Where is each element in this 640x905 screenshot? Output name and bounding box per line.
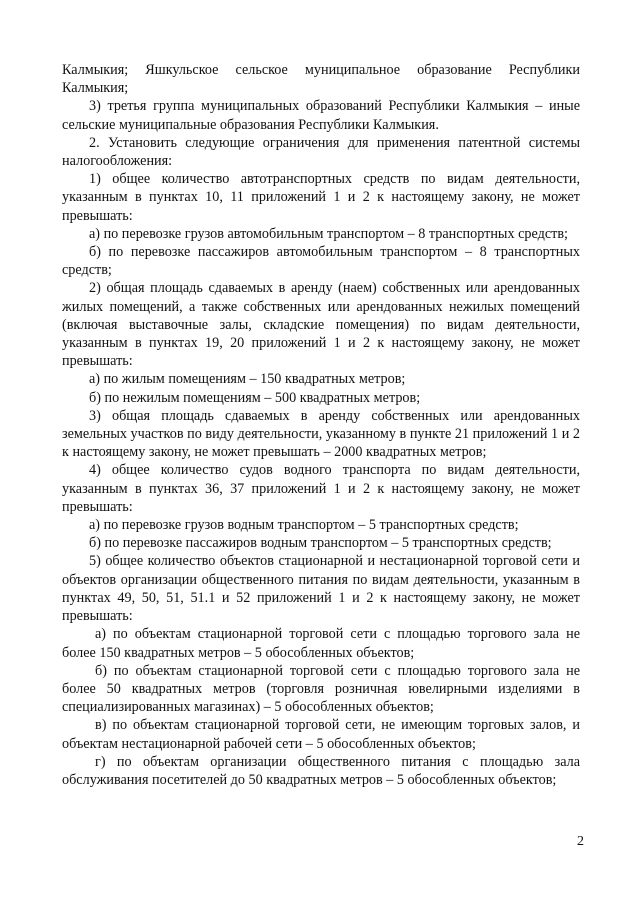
paragraph-13: б) по перевозке пассажиров водным транспортом – 5 транспортных средств; (89, 535, 552, 552)
paragraph-9: б) по нежилым помещениям – 500 квадратных метров; (89, 389, 421, 406)
document-body (62, 61, 580, 789)
paragraph-18: г) по объектам организации общественного питания с площадью зала обслуживания посетителей до 50 квадратных метров – 5 обособленных объектов; (62, 753, 580, 788)
paragraph-11: 4) общее количество судов водного транспорта по видам деятельности, указанным в пунктах 36, 37 приложений 1 и 2 к настоящему закону, не может превышать: (62, 462, 580, 515)
paragraph-8: а) по жилым помещениям – 150 квадратных метров; (89, 371, 406, 388)
paragraph-7: 2) общая площадь сдаваемых в аренду (наем) собственных или арендованных жилых помещений, а также собственных или арендованных нежилых помещений (включая выставочные залы, складские помещения) по видам деятельности, указанным в пунктах 19, 20 приложений 1 и 2 к настоящему закону, не может превышать: (62, 280, 580, 370)
paragraph-14: 5) общее количество объектов стационарной и нестационарной торговой сети и объектов организации общественного питания по видам деятельности, указанным в пунктах 49, 50, 51, 51.1 и 52 приложений 1 и 2 к настоящему закону, не может превышать: (62, 553, 580, 625)
paragraph-16: б) по объектам стационарной торговой сети с площадью торгового зала не более 50 квадратных метров (торговля розничная ювелирными изделиями в специализированных магазинах) – 5 обособленных объектов; (62, 662, 580, 716)
paragraph-5: а) по перевозке грузов автомобильным транспортом – 8 транспортных средств; (89, 225, 568, 242)
paragraph-3: 2. Установить следующие ограничения для применения патентной системы налогообложения: (62, 134, 580, 170)
paragraph-4: 1) общее количество автотранспортных средств по видам деятельности, указанным в пунктах 10, 11 приложений 1 и 2 к настоящему закону, не может превышать: (62, 171, 580, 224)
paragraph-1: Калмыкия; Яшкульское сельское муниципальное образование Республики Калмыкия; (62, 62, 580, 97)
paragraph-15: а) по объектам стационарной торговой сети с площадью торгового зала не более 150 квадратных метров – 5 обособленных объектов; (62, 626, 580, 661)
paragraph-17: в) по объектам стационарной торговой сети, не имеющим торговых залов, и объектам нестационарной рабочей сети – 5 обособленных объектов; (62, 717, 580, 752)
paragraph-10: 3) общая площадь сдаваемых в аренду собственных или арендованных земельных участков по виду деятельности, указанному в пункте 21 приложений 1 и 2 к настоящему закону, не может превышать – 2000 квадратных метров; (62, 407, 580, 461)
page-number: 2 (577, 834, 584, 849)
paragraph-12: а) по перевозке грузов водным транспортом – 5 транспортных средств; (89, 517, 519, 534)
paragraph-6: б) по перевозке пассажиров автомобильным транспортом – 8 транспортных средств; (62, 244, 580, 279)
paragraph-2: 3) третья группа муниципальных образований Республики Калмыкия – иные сельские муниципальные образования Республики Калмыкия. (62, 98, 580, 133)
